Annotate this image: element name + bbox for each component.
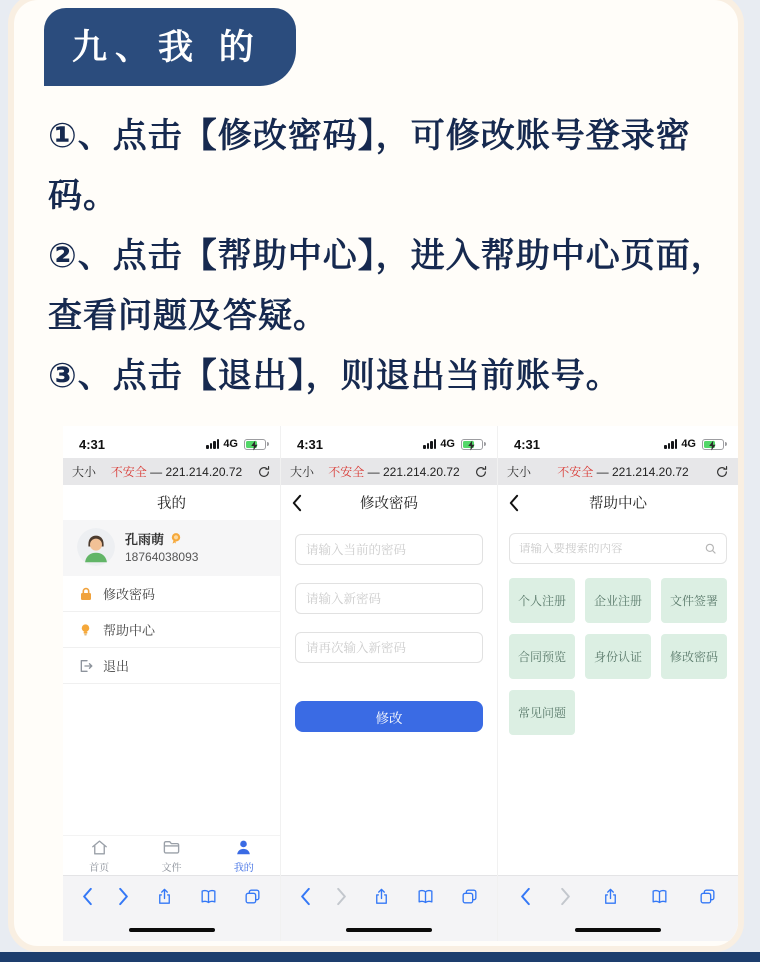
home-indicator[interactable]	[346, 928, 432, 933]
topic-enterprise-register[interactable]: 企业注册	[585, 578, 651, 623]
help-topics-grid	[509, 578, 727, 735]
signal-bars-icon	[423, 439, 436, 449]
back-chevron-icon[interactable]	[508, 494, 519, 512]
empty-space	[498, 735, 738, 875]
signal-bars-icon	[206, 439, 219, 449]
url-text: — 221.214.20.72	[596, 465, 689, 479]
folder-icon	[162, 838, 181, 857]
lock-icon	[77, 586, 94, 602]
screenshot-my-page	[63, 426, 280, 941]
tab-label: 文件	[161, 862, 182, 874]
help-content	[498, 520, 738, 735]
page-header	[63, 485, 280, 520]
browser-address-bar[interactable]	[281, 458, 497, 485]
back-icon[interactable]	[81, 887, 93, 906]
not-secure-label: 不安全	[110, 465, 147, 479]
tabs-icon[interactable]	[698, 887, 717, 906]
charging-bolt-icon	[467, 440, 476, 451]
tab-files[interactable]	[135, 836, 207, 875]
battery-icon	[702, 439, 724, 450]
status-bar	[63, 426, 280, 458]
screenshot-change-password	[280, 426, 497, 941]
user-phone: 18764038093	[125, 549, 199, 564]
reload-icon[interactable]	[474, 465, 488, 479]
menu-item-label: 退出	[103, 659, 130, 674]
url-text: — 221.214.20.72	[367, 465, 460, 479]
page-title: 我的	[157, 496, 186, 512]
clock: 4:31	[297, 436, 324, 452]
text-size-control[interactable]: 大小	[290, 465, 315, 479]
search-icon	[704, 542, 717, 555]
menu-item-label: 修改密码	[103, 587, 156, 602]
medal-icon	[169, 531, 183, 545]
document-card	[8, 0, 744, 952]
battery-icon	[244, 439, 266, 450]
instruction-step-1: ①、点击【修改密码】，可修改账号登录密码。	[48, 117, 691, 215]
browser-address-bar[interactable]	[498, 458, 738, 485]
section-title-badge: 九、我 的	[44, 8, 296, 86]
home-indicator[interactable]	[575, 928, 661, 933]
menu-item-label: 帮助中心	[103, 623, 156, 638]
address-text	[314, 463, 474, 480]
network-type: 4G	[223, 438, 238, 450]
forward-icon[interactable]	[336, 887, 348, 906]
address-text	[96, 463, 257, 480]
network-type: 4G	[440, 438, 455, 450]
topic-personal-register[interactable]: 个人注册	[509, 578, 575, 623]
instruction-step-3: ③、点击【退出】，则退出当前账号。	[48, 357, 621, 395]
tabs-icon[interactable]	[243, 887, 262, 906]
empty-space	[281, 732, 497, 875]
topic-contract-preview[interactable]: 合同预览	[509, 634, 575, 679]
clock: 4:31	[514, 436, 541, 452]
person-icon	[234, 838, 253, 857]
page-bottom-border	[0, 952, 760, 962]
current-password-input[interactable]	[295, 534, 483, 565]
modify-button[interactable]: 修改	[295, 701, 483, 732]
status-bar	[281, 426, 497, 458]
back-chevron-icon[interactable]	[291, 494, 302, 512]
instruction-step-2: ②、点击【帮助中心】，进入帮助中心页面，查看问题及答疑。	[48, 237, 726, 335]
screenshot-help-center	[497, 426, 738, 941]
search-input[interactable]	[519, 543, 698, 555]
password-form	[281, 520, 497, 663]
address-text	[531, 463, 715, 480]
tab-label: 首页	[89, 862, 110, 874]
browser-address-bar[interactable]	[63, 458, 280, 485]
menu-item-logout[interactable]	[63, 648, 280, 684]
url-text: — 221.214.20.72	[150, 465, 243, 479]
user-name: 孔雨萌	[125, 531, 165, 547]
settings-menu	[63, 576, 280, 684]
home-icon	[90, 838, 109, 857]
bookmarks-icon[interactable]	[199, 887, 218, 906]
menu-item-help-center[interactable]	[63, 612, 280, 648]
instruction-text	[48, 106, 740, 406]
battery-icon	[461, 439, 483, 450]
not-secure-label: 不安全	[328, 465, 365, 479]
reload-icon[interactable]	[257, 465, 271, 479]
bookmarks-icon[interactable]	[650, 887, 669, 906]
safari-toolbar	[281, 875, 497, 941]
home-indicator[interactable]	[129, 928, 215, 933]
logout-icon	[77, 658, 94, 674]
page-header	[281, 485, 497, 520]
tab-mine[interactable]	[208, 836, 280, 875]
safari-toolbar	[63, 875, 280, 941]
not-secure-label: 不安全	[557, 465, 594, 479]
tab-label: 我的	[233, 862, 254, 874]
page-title: 帮助中心	[589, 496, 647, 512]
bookmarks-icon[interactable]	[416, 887, 435, 906]
topic-faq[interactable]: 常见问题	[509, 690, 575, 735]
reload-icon[interactable]	[715, 465, 729, 479]
app-tab-bar	[63, 835, 280, 875]
status-bar	[498, 426, 738, 458]
menu-item-change-password[interactable]	[63, 576, 280, 612]
screenshot-row	[63, 426, 738, 941]
charging-bolt-icon	[708, 440, 717, 451]
page-header	[498, 485, 738, 520]
text-size-control[interactable]: 大小	[72, 465, 97, 479]
profile-section[interactable]	[63, 520, 280, 576]
tabs-icon[interactable]	[460, 887, 479, 906]
forward-icon[interactable]	[560, 887, 572, 906]
page-title: 修改密码	[360, 496, 418, 512]
empty-space	[63, 684, 280, 835]
search-box[interactable]	[509, 533, 727, 564]
back-icon[interactable]	[299, 887, 311, 906]
clock: 4:31	[79, 436, 106, 452]
network-type: 4G	[681, 438, 696, 450]
safari-toolbar	[498, 875, 738, 941]
lightbulb-icon	[77, 622, 94, 638]
charging-bolt-icon	[250, 440, 259, 451]
forward-icon[interactable]	[118, 887, 130, 906]
topic-change-password[interactable]: 修改密码	[661, 634, 727, 679]
signal-bars-icon	[664, 439, 677, 449]
share-icon[interactable]	[155, 887, 174, 906]
share-icon[interactable]	[601, 887, 620, 906]
tab-home[interactable]	[63, 836, 135, 875]
text-size-control[interactable]: 大小	[507, 465, 532, 479]
topic-identity-verify[interactable]: 身份认证	[585, 634, 651, 679]
back-icon[interactable]	[519, 887, 531, 906]
topic-file-signing[interactable]: 文件签署	[661, 578, 727, 623]
new-password-input[interactable]	[295, 583, 483, 614]
profile-info	[125, 529, 198, 566]
confirm-password-input[interactable]	[295, 632, 483, 663]
avatar	[77, 528, 115, 566]
share-icon[interactable]	[372, 887, 391, 906]
